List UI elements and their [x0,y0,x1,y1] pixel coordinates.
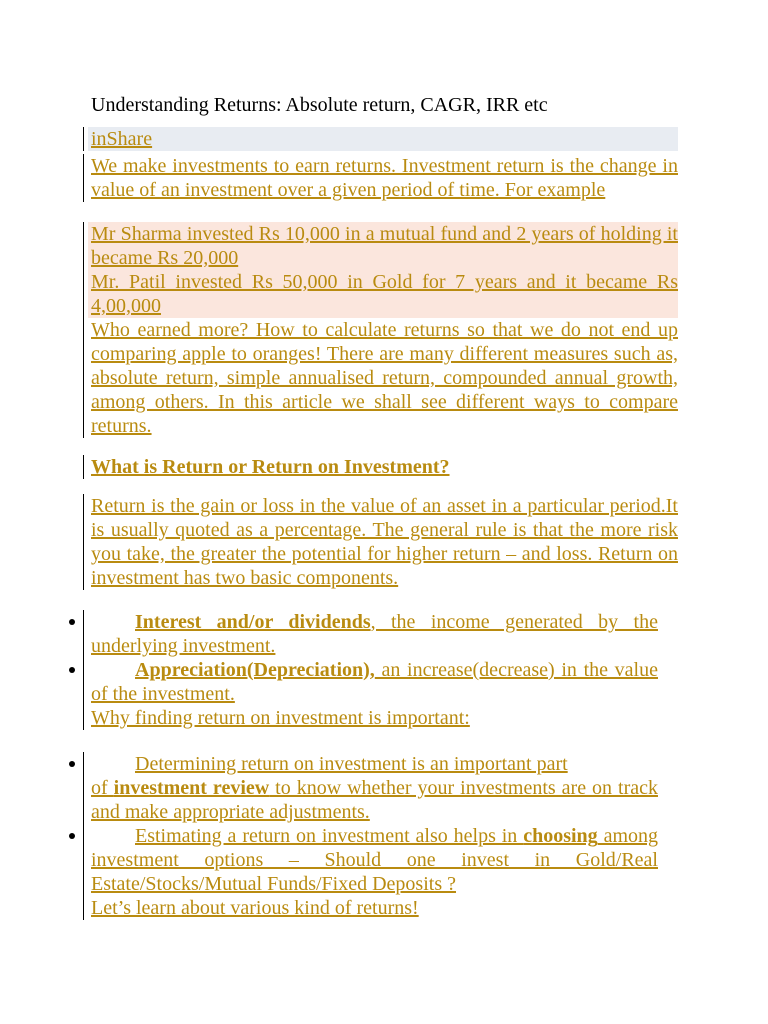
intro-paragraph: We make investments to earn returns. Investment return is the change in value of an investment over a given period of time. For example [91,155,678,201]
component-interest [91,610,658,658]
component-description: an increase(decrease) in the value of the investment. [91,659,658,705]
importance-text-before: Estimating a return on investment also helps in [135,825,524,847]
importance-item-review [91,752,658,824]
importance-text-before: Determining return on investment is an important part of [91,753,568,799]
definition-block [83,494,678,590]
example-sharma: Mr Sharma invested Rs 10,000 in a mutual fund and 2 years of holding it became Rs 20,000 [88,222,678,270]
share-row [88,127,678,151]
component-term: Interest and/or dividends [135,611,371,633]
share-block [83,127,678,151]
examples-block [83,222,678,438]
importance-keyword: choosing [523,825,598,847]
inshare-link[interactable]: inShare [91,128,153,150]
importance-text-after: among investment options – Should one invest in Gold/Real Estate/Stocks/Mutual Funds/Fixed Deposits ? [91,825,658,895]
bullet-icon [69,667,75,673]
components-list [91,610,658,706]
closing-line: Let’s learn about various kind of returns! [91,897,419,919]
importance-keyword: investment review [113,777,270,799]
question-paragraph: Who earned more? How to calculate returns so that we do not end up comparing apple to oranges! There are many different measures such as, absolute return, simple annualised return, compounded annual growth, among others. In this article we shall see different ways to compare returns. [91,319,678,437]
bullet-icon [69,833,75,839]
section-heading: What is Return or Return on Investment? [91,456,450,478]
importance-list [91,752,658,896]
component-appreciation [91,658,658,706]
section-heading-row [91,455,678,479]
component-term: Appreciation(Depreciation), [135,659,375,681]
example-patil: Mr. Patil invested Rs 50,000 in Gold for 7 years and it became Rs 4,00,000 [88,270,678,318]
importance-heading: Why finding return on investment is important: [91,707,470,729]
importance-item-choosing [91,824,658,896]
importance-block [83,752,658,920]
components-block [83,610,658,730]
importance-text-after: to know whether your investments are on track and make appropriate adjustments. [91,777,658,823]
bullet-icon [69,761,75,767]
document-title: Understanding Returns: Absolute return, CAGR, IRR etc [91,94,548,116]
component-description: , the income generated by the underlying investment. [91,611,658,657]
bullet-icon [69,619,75,625]
definition-paragraph: Return is the gain or loss in the value of an asset in a particular period.It is usually quoted as a percentage. The general rule is that the more risk you take, the greater the potential for higher return – and loss. Return on investment has two basic components. [91,495,678,589]
section-heading-block [83,455,678,479]
intro-block [83,154,678,202]
